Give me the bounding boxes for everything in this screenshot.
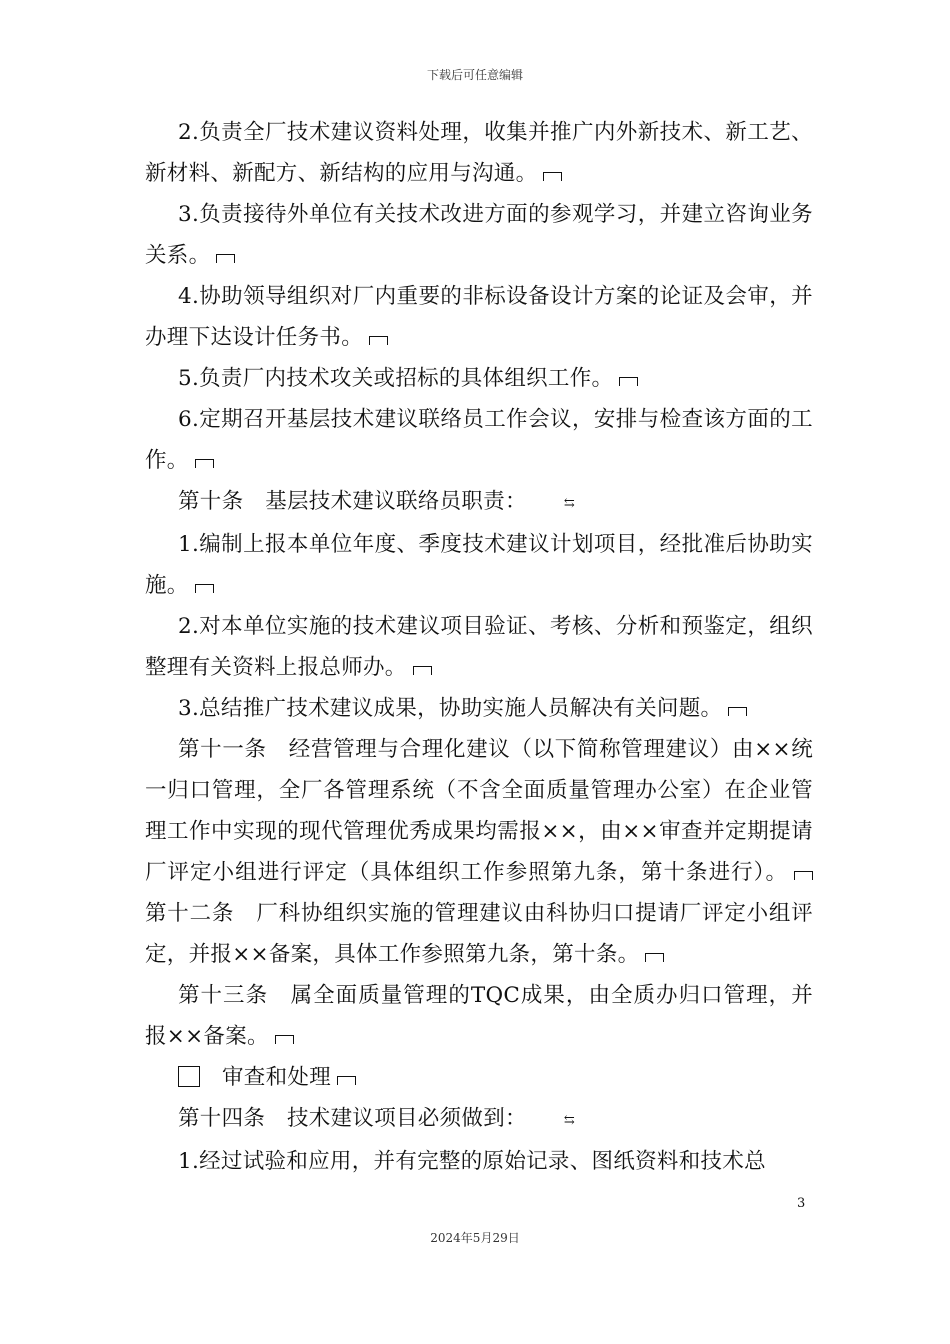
- paragraph: [145, 688, 813, 729]
- paragraph-text: 第十一条 经营管理与合理化建议（以下简称管理建议）由××统一归口管理，全厂各管理系统（不含全面质量管理办公室）在企业管理工作中实现的现代管理优秀成果均需报××，由××审查并定期提请厂评定小组进行评定（具体组织工作参照第九条，第十条进行）。: [145, 737, 813, 885]
- paragraph: [145, 194, 813, 276]
- article-heading: [145, 481, 813, 524]
- section-heading-text: 审查和处理: [222, 1065, 332, 1090]
- paragraph-mark-icon: [543, 172, 562, 181]
- page-footer-date: 2024年5月29日: [430, 1231, 520, 1245]
- paragraph-text: 第十四条 技术建议项目必须做到：: [178, 1106, 527, 1131]
- paragraph: [145, 524, 813, 606]
- line-break-icon: ⇆: [563, 496, 576, 511]
- paragraph-mark-icon: [195, 584, 214, 593]
- paragraph-mark-icon: [619, 377, 638, 386]
- paragraph-text: 1.编制上报本单位年度、季度技术建议计划项目，经批准后协助实施。: [145, 532, 813, 598]
- paragraph: [145, 276, 813, 358]
- paragraph: [145, 399, 813, 481]
- paragraph: [145, 112, 813, 194]
- paragraph-text: 2.对本单位实施的技术建议项目验证、考核、分析和预鉴定，组织整理有关资料上报总师办。: [145, 614, 813, 680]
- paragraph: [145, 1141, 813, 1182]
- paragraph: [145, 975, 813, 1057]
- paragraph-text: 1.经过试验和应用，并有完整的原始记录、图纸资料和技术总: [178, 1149, 766, 1174]
- paragraph-mark-icon: [275, 1035, 294, 1044]
- article-heading: [145, 1098, 813, 1141]
- paragraph-text: 3.负责接待外单位有关技术改进方面的参观学习，并建立咨询业务关系。: [145, 202, 813, 268]
- paragraph-text: 5.负责厂内技术攻关或招标的具体组织工作。: [178, 366, 614, 391]
- page-number: 3: [797, 1196, 806, 1211]
- checkbox-square-icon: [178, 1066, 200, 1087]
- paragraph-mark-icon: [645, 953, 664, 962]
- paragraph-mark-icon: [195, 459, 214, 468]
- paragraph: [145, 358, 813, 399]
- paragraph: [145, 606, 813, 688]
- paragraph-mark-icon: [337, 1076, 356, 1085]
- paragraph-text: 6.定期召开基层技术建议联络员工作会议，安排与检查该方面的工作。: [145, 407, 813, 473]
- paragraph-mark-icon: [369, 336, 388, 345]
- paragraph-mark-icon: [794, 871, 813, 880]
- paragraph-text: 4.协助领导组织对厂内重要的非标设备设计方案的论证及会审，并办理下达设计任务书。: [145, 284, 813, 350]
- document-body: [145, 112, 813, 1182]
- paragraph-text: 第十三条 属全面质量管理的TQC成果，由全质办归口管理，并报××备案。: [145, 983, 813, 1049]
- paragraph-text: 2.负责全厂技术建议资料处理，收集并推广内外新技术、新工艺、新材料、新配方、新结构的应用与沟通。: [145, 120, 813, 186]
- paragraph-text: 3.总结推广技术建议成果，协助实施人员解决有关问题。: [178, 696, 723, 721]
- paragraph-mark-icon: [728, 707, 747, 716]
- paragraph-mark-icon: [216, 254, 235, 263]
- page-header: 下载后可任意编辑: [426, 68, 523, 82]
- line-break-icon: ⇆: [563, 1113, 576, 1128]
- paragraph-text: 第十二条 厂科协组织实施的管理建议由科协归口提请厂评定小组评定，并报××备案，具体工作参照第九条，第十条。: [145, 901, 813, 967]
- paragraph: [145, 729, 813, 975]
- paragraph-mark-icon: [413, 666, 432, 675]
- section-heading: [145, 1057, 813, 1098]
- paragraph-text: 第十条 基层技术建议联络员职责：: [178, 489, 527, 514]
